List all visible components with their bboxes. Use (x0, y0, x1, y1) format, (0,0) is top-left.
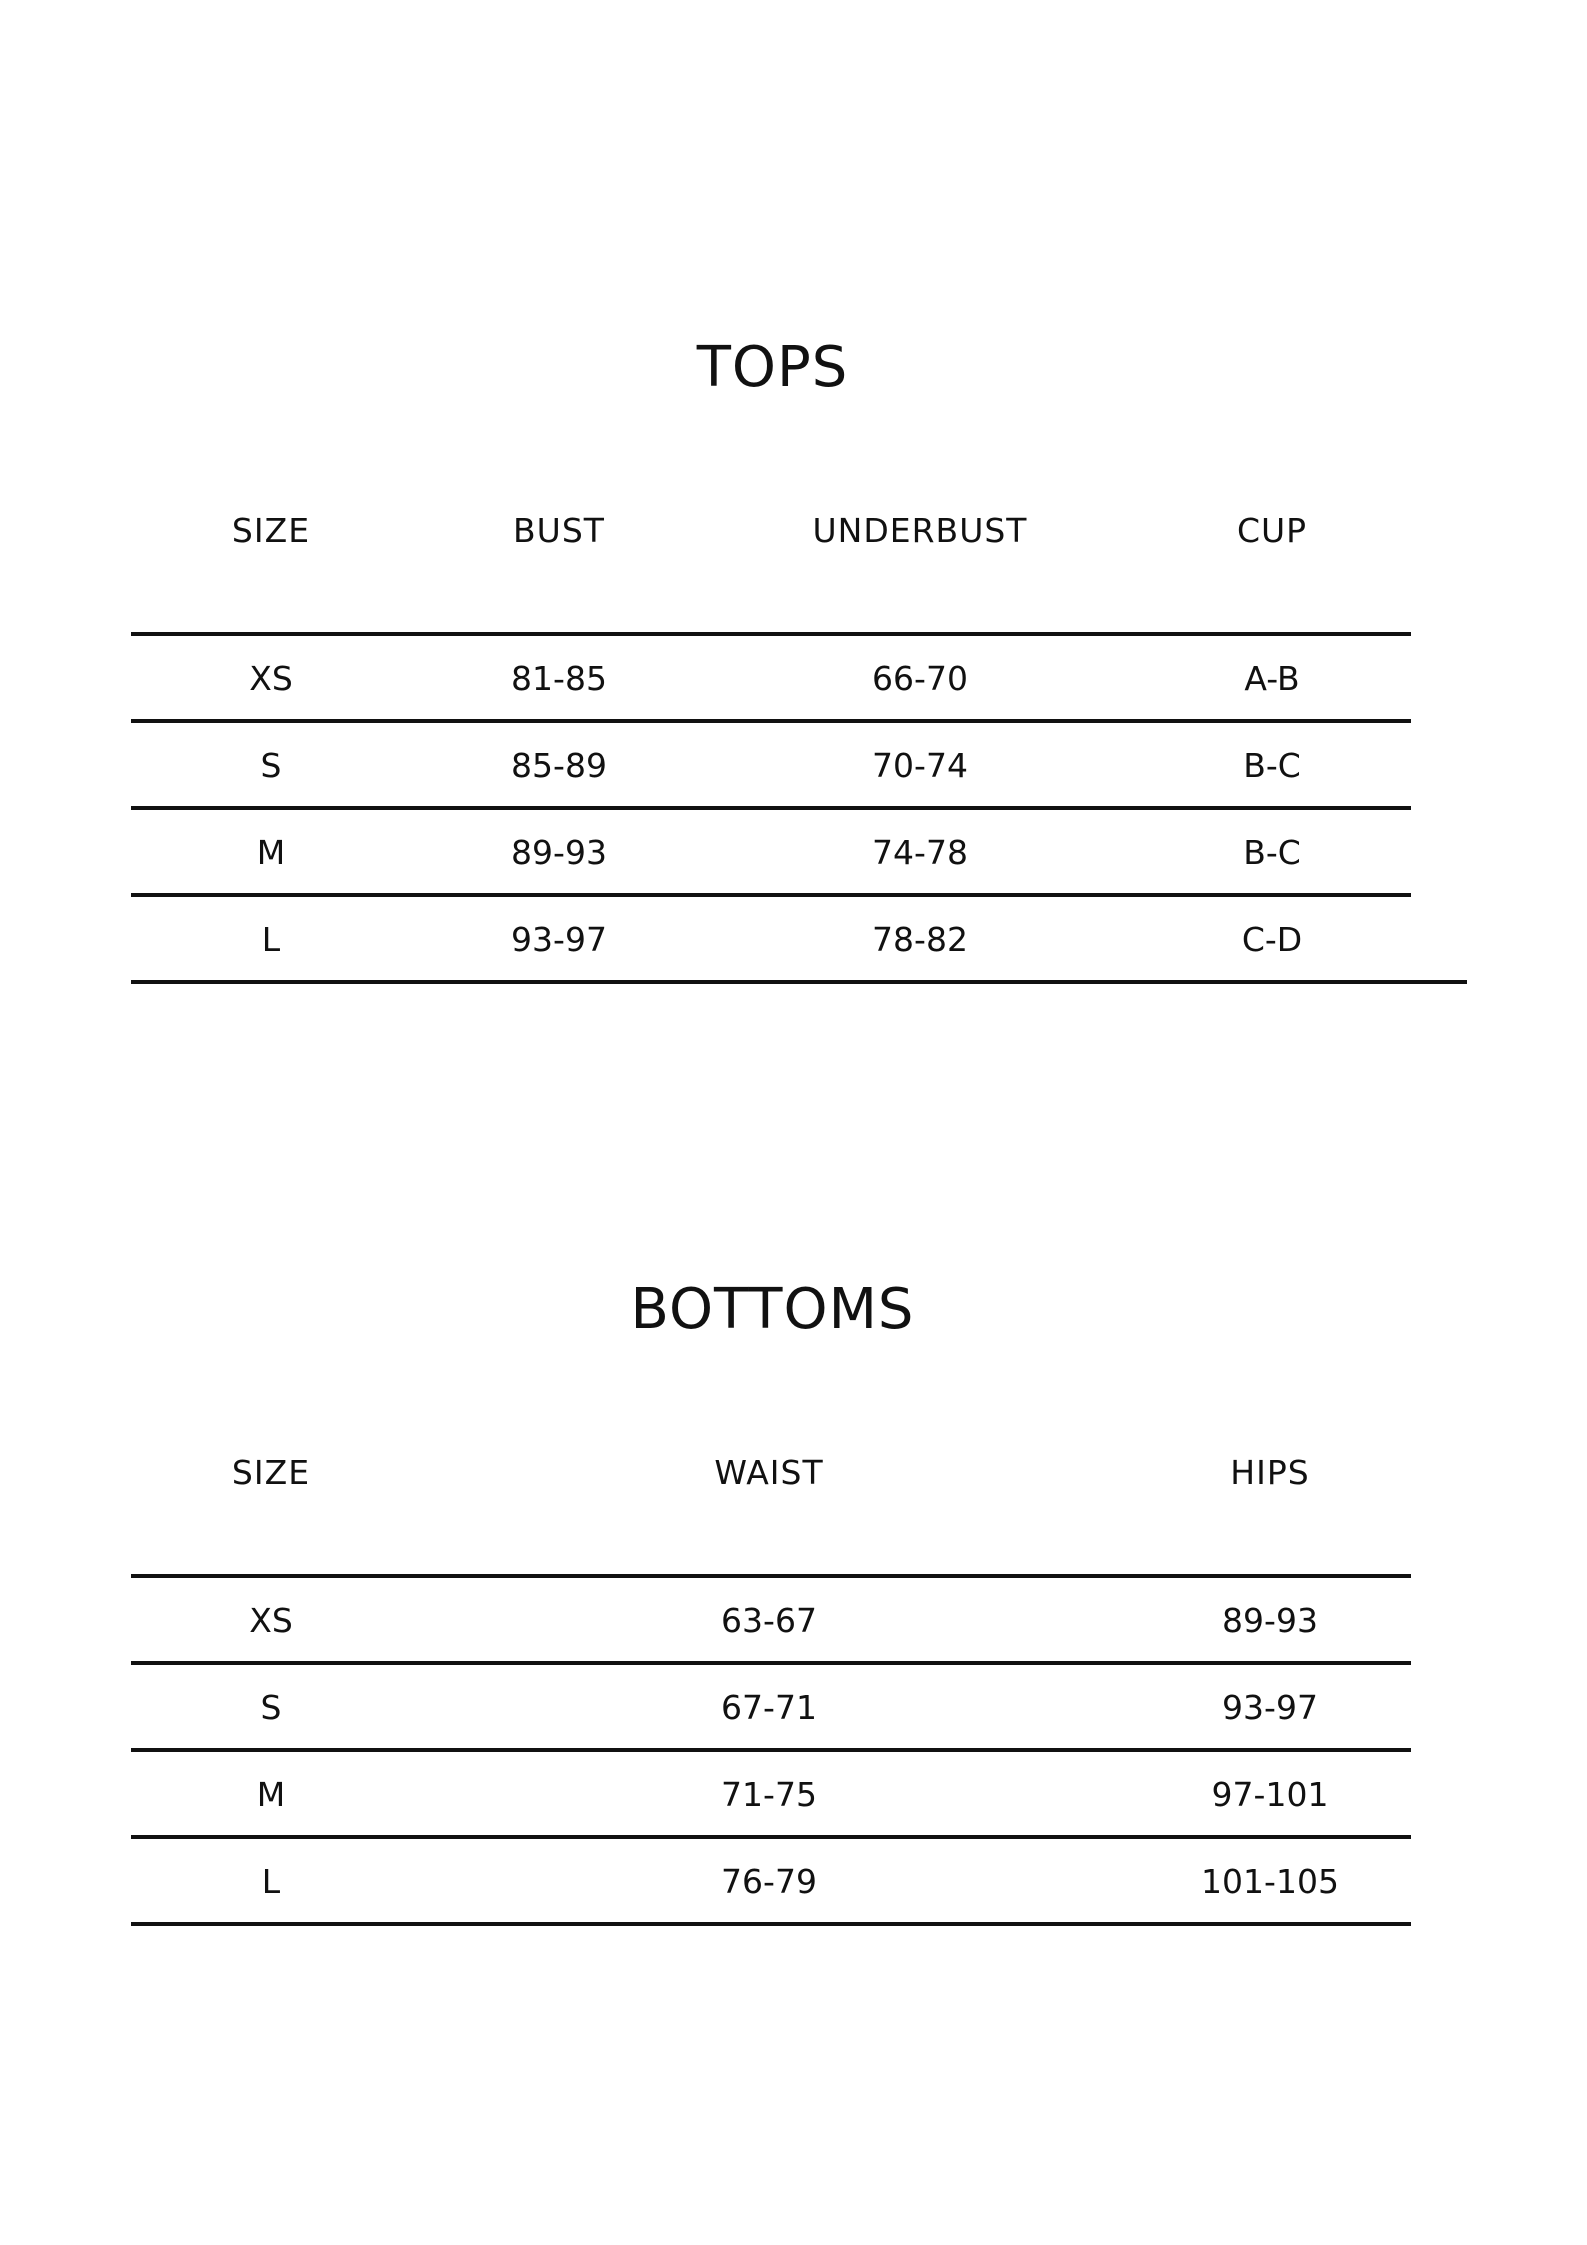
bottoms-cell-hips: 97-101 (1211, 1775, 1329, 1814)
bottoms-cell-hips: 93-97 (1222, 1688, 1318, 1727)
bottoms-header-size: SIZE (231, 1453, 311, 1492)
bottoms-cell-size: XS (249, 1601, 293, 1640)
bottoms-cell-size: S (260, 1688, 282, 1727)
bottoms-title: BOTTOMS (630, 1277, 915, 1342)
tops-cell-underbust: 66-70 (872, 659, 968, 698)
tops-cell-cup: C-D (1241, 920, 1303, 959)
bottoms-cell-hips: 101-105 (1201, 1862, 1339, 1901)
tops-divider (131, 632, 1411, 636)
bottoms-cell-waist: 76-79 (721, 1862, 817, 1901)
tops-header-underbust: UNDERBUST (812, 511, 1028, 550)
bottoms-divider (131, 1574, 1411, 1578)
bottoms-divider (131, 1835, 1411, 1839)
tops-cell-size: XS (249, 659, 293, 698)
tops-divider-tail (1405, 980, 1467, 984)
tops-title: TOPS (696, 335, 849, 400)
tops-cell-underbust: 70-74 (872, 746, 968, 785)
tops-cell-size: S (260, 746, 282, 785)
tops-cell-size: L (261, 920, 281, 959)
tops-divider (131, 893, 1411, 897)
tops-cell-cup: A-B (1244, 659, 1300, 698)
tops-header-cup: CUP (1236, 511, 1308, 550)
tops-header-size: SIZE (231, 511, 311, 550)
bottoms-divider (131, 1748, 1411, 1752)
bottoms-cell-size: L (261, 1862, 281, 1901)
tops-divider (131, 719, 1411, 723)
tops-cell-size: M (256, 833, 286, 872)
tops-cell-cup: B-C (1243, 746, 1301, 785)
bottoms-divider (131, 1922, 1411, 1926)
bottoms-cell-hips: 89-93 (1222, 1601, 1318, 1640)
tops-divider (131, 980, 1411, 984)
bottoms-header-waist: WAIST (714, 1453, 824, 1492)
bottoms-header-hips: HIPS (1230, 1453, 1310, 1492)
tops-cell-bust: 81-85 (511, 659, 607, 698)
tops-cell-cup: B-C (1243, 833, 1301, 872)
tops-header-bust: BUST (513, 511, 605, 550)
tops-cell-bust: 85-89 (511, 746, 607, 785)
bottoms-divider (131, 1661, 1411, 1665)
tops-divider (131, 806, 1411, 810)
tops-cell-bust: 89-93 (511, 833, 607, 872)
bottoms-cell-waist: 71-75 (721, 1775, 817, 1814)
tops-cell-underbust: 78-82 (872, 920, 968, 959)
bottoms-cell-waist: 67-71 (721, 1688, 817, 1727)
bottoms-cell-size: M (256, 1775, 286, 1814)
tops-cell-bust: 93-97 (511, 920, 607, 959)
bottoms-cell-waist: 63-67 (721, 1601, 817, 1640)
tops-cell-underbust: 74-78 (872, 833, 968, 872)
